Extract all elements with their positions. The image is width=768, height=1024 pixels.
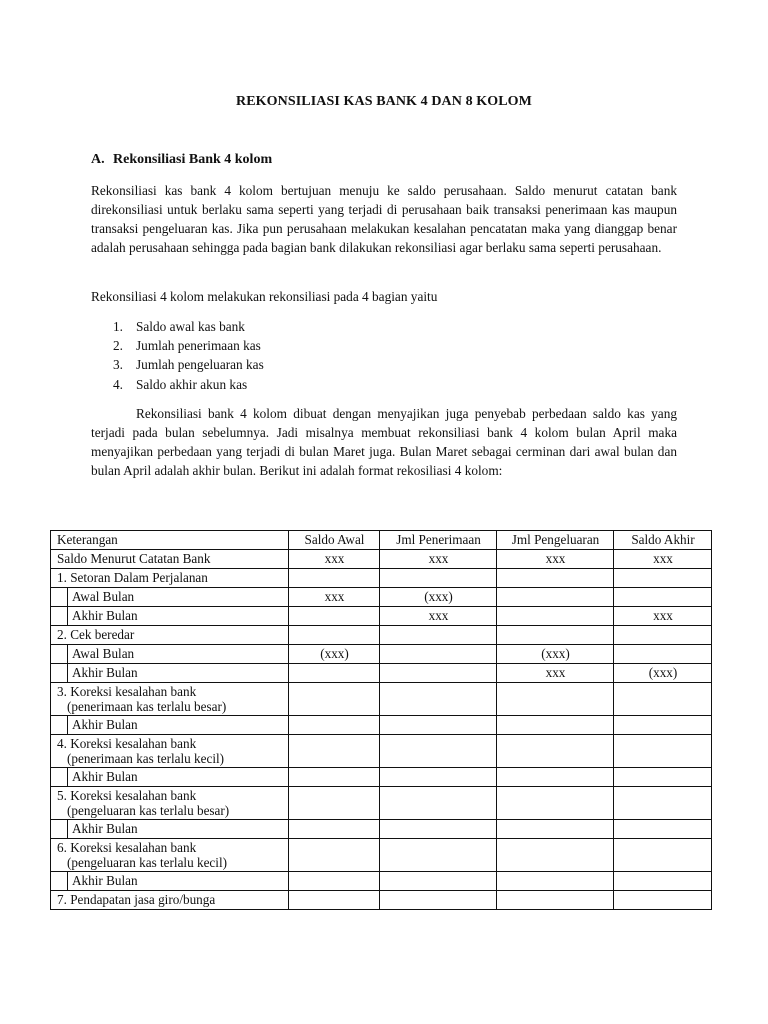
cell-jml-penerimaan: xxx: [380, 550, 497, 569]
cell-jml-penerimaan: [380, 839, 497, 872]
header-saldo-awal: Saldo Awal: [289, 531, 380, 550]
list-item-text: Jumlah pengeluaran kas: [136, 357, 264, 373]
cell-jml-pengeluaran: [497, 626, 614, 645]
cell-saldo-awal: [289, 735, 380, 768]
row-label: 2. Cek beredar: [51, 626, 289, 645]
cell-saldo-awal: xxx: [289, 588, 380, 607]
header-jml-penerimaan: Jml Penerimaan: [380, 531, 497, 550]
cell-jml-penerimaan: [380, 569, 497, 588]
row-label: 1. Setoran Dalam Perjalanan: [51, 569, 289, 588]
row-label-line: 4. Koreksi kesalahan bank: [57, 736, 197, 751]
cell-jml-penerimaan: (xxx): [380, 588, 497, 607]
cell-saldo-akhir: [614, 588, 712, 607]
cell-saldo-akhir: [614, 768, 712, 787]
table-row: [51, 891, 712, 910]
cell-saldo-akhir: [614, 645, 712, 664]
cell-jml-pengeluaran: [497, 735, 614, 768]
cell-jml-penerimaan: [380, 626, 497, 645]
row-label-line: (penerimaan kas terlalu besar): [67, 699, 227, 714]
cell-saldo-awal: [289, 839, 380, 872]
cell-saldo-awal: [289, 569, 380, 588]
row-label-line: (pengeluaran kas terlalu besar): [67, 803, 230, 818]
row-label-line: 3. Koreksi kesalahan bank: [57, 684, 197, 699]
cell-jml-pengeluaran: [497, 588, 614, 607]
header-keterangan: Keterangan: [51, 531, 289, 550]
row-label: Awal Bulan: [68, 588, 289, 607]
cell-saldo-akhir: [614, 735, 712, 768]
cell-saldo-awal: [289, 872, 380, 891]
cell-jml-penerimaan: [380, 768, 497, 787]
cell-jml-pengeluaran: xxx: [497, 550, 614, 569]
list-item-number: 1.: [113, 319, 123, 334]
cell-jml-pengeluaran: [497, 787, 614, 820]
list-item-text: Saldo akhir akun kas: [136, 376, 248, 392]
table-row: [51, 683, 712, 716]
list-item-number: 4.: [113, 376, 123, 392]
cell-jml-pengeluaran: [497, 683, 614, 716]
paragraph-format-explanation: Rekonsiliasi bank 4 kolom dibuat dengan menyajikan juga penyebab perbedaan saldo kas yang terjadi pada bulan sebelumnya. Jadi misalnya membuat rekonsiliasi bank 4 kolom bulan April maka menyajikan perbedaan yang terjadi di bulan Maret juga. Bulan Maret sebagai cerminan dari awal bulan dan bulan April adalah akhir bulan. Berikut ini adalah format rekosiliasi 4 kolom:: [91, 406, 677, 479]
cell-jml-penerimaan: [380, 735, 497, 768]
cell-jml-penerimaan: xxx: [380, 607, 497, 626]
list-item-text: Jumlah penerimaan kas: [136, 338, 261, 354]
cell-saldo-awal: [289, 664, 380, 683]
table-row: [51, 626, 712, 645]
cell-jml-pengeluaran: [497, 607, 614, 626]
cell-saldo-awal: xxx: [289, 550, 380, 569]
cell-saldo-awal: [289, 683, 380, 716]
row-label: [51, 735, 289, 768]
cell-jml-penerimaan: [380, 787, 497, 820]
cell-saldo-akhir: [614, 820, 712, 839]
table-row: [51, 768, 712, 787]
table-row: [51, 735, 712, 768]
cell-jml-penerimaan: [380, 891, 497, 910]
row-label: Akhir Bulan: [68, 664, 289, 683]
cell-saldo-akhir: [614, 872, 712, 891]
section-heading-text: Rekonsiliasi Bank 4 kolom: [113, 152, 273, 167]
header-jml-pengeluaran: Jml Pengeluaran: [497, 531, 614, 550]
cell-saldo-awal: [289, 787, 380, 820]
table-row: [51, 569, 712, 588]
indent-cell: [51, 645, 68, 664]
row-label: [51, 683, 289, 716]
table-row: [51, 872, 712, 891]
cell-saldo-awal: [289, 891, 380, 910]
cell-jml-penerimaan: [380, 820, 497, 839]
cell-saldo-akhir: [614, 569, 712, 588]
cell-saldo-akhir: xxx: [614, 607, 712, 626]
table-row: [51, 550, 712, 569]
table-header-row: [51, 531, 712, 550]
section-number: A.: [91, 152, 105, 167]
indent-cell: [51, 588, 68, 607]
row-label-line: (pengeluaran kas terlalu kecil): [67, 855, 228, 870]
list-item: [113, 317, 264, 336]
indent-cell: [51, 768, 68, 787]
cell-jml-pengeluaran: [497, 569, 614, 588]
row-label: Akhir Bulan: [68, 716, 289, 735]
row-label: Akhir Bulan: [68, 768, 289, 787]
document-title: REKONSILIASI KAS BANK 4 DAN 8 KOLOM: [236, 94, 532, 109]
row-label: Saldo Menurut Catatan Bank: [51, 550, 289, 569]
cell-jml-pengeluaran: [497, 872, 614, 891]
row-label: Awal Bulan: [68, 645, 289, 664]
row-label: [51, 787, 289, 820]
cell-jml-penerimaan: [380, 683, 497, 716]
table-row: [51, 607, 712, 626]
paragraph-intro: Rekonsiliasi kas bank 4 kolom bertujuan menuju ke saldo perusahaan. Saldo menurut catatan bank direkonsiliasi untuk berlaku sama seperti yang terjadi di perusahaan baik transaksi penerimaan kas maupun transaksi pengeluaran kas. Jika pun perusahaan melakukan kesalahan pencatatan maka yang dianggap benar adalah perusahaan sehingga pada bagian bank dilakukan rekonsiliasi agar berlaku sama seperti perusahaan.: [91, 183, 677, 256]
cell-jml-penerimaan: [380, 872, 497, 891]
list-item-number: 2.: [113, 338, 123, 354]
section-heading: [91, 152, 272, 168]
cell-jml-pengeluaran: [497, 891, 614, 910]
cell-jml-pengeluaran: [497, 839, 614, 872]
indent-cell: [51, 820, 68, 839]
row-label: Akhir Bulan: [68, 607, 289, 626]
table-row: [51, 664, 712, 683]
cell-saldo-awal: [289, 820, 380, 839]
indent-cell: [51, 716, 68, 735]
cell-saldo-akhir: [614, 787, 712, 820]
table-row: [51, 716, 712, 735]
list-item: [113, 375, 264, 394]
cell-jml-pengeluaran: [497, 768, 614, 787]
table-row: [51, 645, 712, 664]
cell-saldo-akhir: [614, 626, 712, 645]
row-label: 7. Pendapatan jasa giro/bunga: [51, 891, 289, 910]
cell-jml-penerimaan: [380, 645, 497, 664]
cell-jml-pengeluaran: [497, 716, 614, 735]
indent-cell: [51, 607, 68, 626]
paragraph-list-intro: Rekonsiliasi 4 kolom melakukan rekonsiliasi pada 4 bagian yaitu: [91, 289, 438, 304]
row-label-line: (penerimaan kas terlalu kecil): [67, 751, 225, 766]
cell-saldo-awal: [289, 626, 380, 645]
cell-saldo-akhir: (xxx): [614, 664, 712, 683]
cell-saldo-akhir: [614, 891, 712, 910]
cell-saldo-akhir: [614, 683, 712, 716]
row-label: Akhir Bulan: [68, 872, 289, 891]
cell-jml-pengeluaran: [497, 820, 614, 839]
table-row: [51, 787, 712, 820]
list-item-text: Saldo awal kas bank: [136, 319, 245, 334]
cell-saldo-akhir: [614, 839, 712, 872]
numbered-list: [113, 317, 264, 394]
cell-saldo-awal: (xxx): [289, 645, 380, 664]
header-saldo-akhir: Saldo Akhir: [614, 531, 712, 550]
table-row: [51, 588, 712, 607]
row-label: [51, 839, 289, 872]
cell-saldo-akhir: [614, 716, 712, 735]
cell-jml-penerimaan: [380, 716, 497, 735]
cell-saldo-akhir: xxx: [614, 550, 712, 569]
cell-saldo-awal: [289, 607, 380, 626]
indent-cell: [51, 664, 68, 683]
row-label: Akhir Bulan: [68, 820, 289, 839]
table-row: [51, 839, 712, 872]
cell-jml-pengeluaran: xxx: [497, 664, 614, 683]
cell-jml-penerimaan: [380, 664, 497, 683]
row-label-line: 5. Koreksi kesalahan bank: [57, 788, 197, 803]
list-item: [113, 355, 264, 374]
indent-cell: [51, 872, 68, 891]
table-row: [51, 820, 712, 839]
reconciliation-table: [50, 530, 712, 910]
list-item: [113, 336, 264, 355]
cell-jml-pengeluaran: (xxx): [497, 645, 614, 664]
cell-saldo-awal: [289, 768, 380, 787]
row-label-line: 6. Koreksi kesalahan bank: [57, 840, 197, 855]
list-item-number: 3.: [113, 357, 123, 373]
cell-saldo-awal: [289, 716, 380, 735]
